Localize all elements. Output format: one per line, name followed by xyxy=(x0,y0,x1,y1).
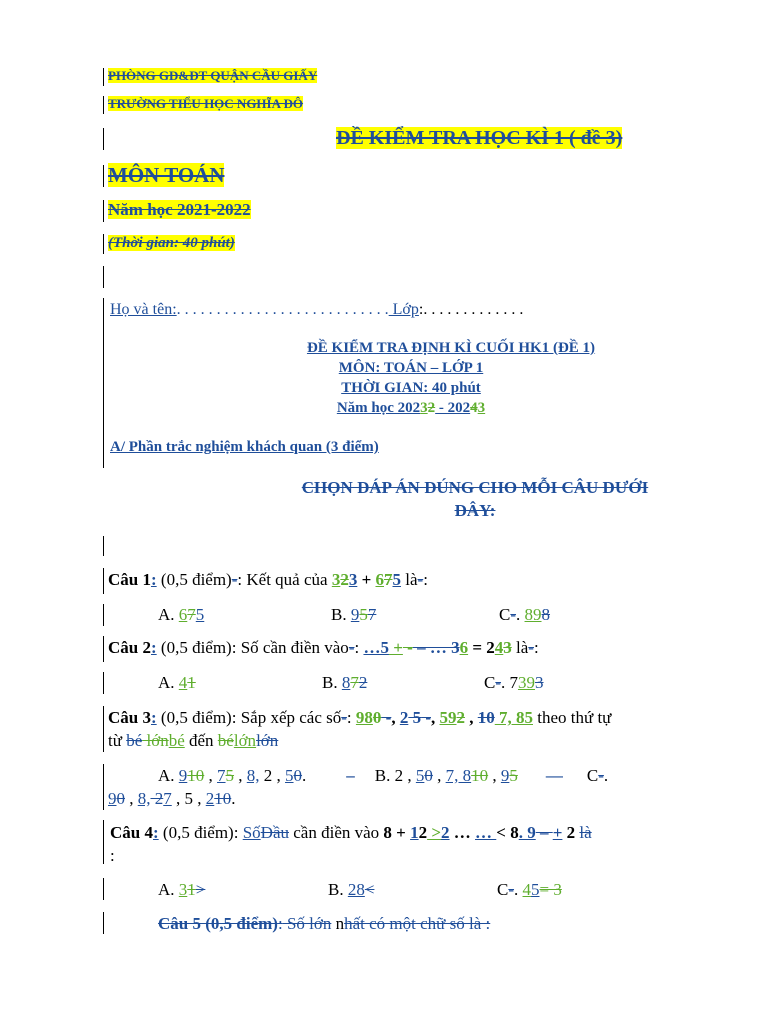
question-1-options xyxy=(158,605,550,625)
question-4-line2: : xyxy=(110,846,115,865)
title-block-line4: Năm học 20232 - 20243 xyxy=(336,400,486,416)
q2-option-c[interactable]: C-. 7393 xyxy=(484,673,544,692)
q3-option-c-start[interactable]: C-. xyxy=(586,766,609,785)
change-bar xyxy=(103,636,104,662)
question-3: Câu 3: (0,5 điểm): Sắp xếp các số-: 980 -, 2 5 -, 592 , 10 7, 85 theo thứ tự xyxy=(108,708,612,727)
question-5: Câu 5 (0,5 điểm): Số lớn nhất có một chữ số là : xyxy=(158,914,491,933)
time-limit: (Thời gian: 40 phút) xyxy=(108,235,235,251)
change-bar xyxy=(103,604,104,626)
change-bar xyxy=(103,96,104,114)
q3-dash-a: – xyxy=(346,766,355,785)
change-bar xyxy=(103,568,104,594)
school-year: Năm học 2021-2022 xyxy=(108,200,251,219)
question-3-options-line2 xyxy=(108,789,236,809)
q1-option-c[interactable]: C-. 898 xyxy=(499,605,551,624)
exam-title: ĐỀ KIỂM TRA HỌC KÌ 1 ( đề 3) xyxy=(336,127,623,149)
class-dots: :. . . . . . . . . . . . . xyxy=(418,301,524,318)
change-bar xyxy=(103,706,104,752)
question-2-options xyxy=(158,673,544,693)
title-block-line2: MÔN: TOÁN – LỚP 1 xyxy=(338,360,484,376)
question-4-options xyxy=(158,880,562,900)
q3-dash-b: — xyxy=(545,766,563,785)
question-2: Câu 2: (0,5 điểm): Số cần điền vào-: …5 + - – … 36 = 243 là-: xyxy=(108,638,539,657)
header-school: TRƯỜNG TIỂU HỌC NGHĨA ĐÔ xyxy=(108,96,304,111)
change-bar xyxy=(103,234,104,254)
question-1: Câu 1: (0,5 điểm)-: Kết quả của 323 + 675 là-: xyxy=(108,570,428,589)
q3-option-b[interactable]: B. 2 , 50 , 7, 810 , 95 xyxy=(374,766,518,785)
change-bar xyxy=(103,200,104,222)
change-bar xyxy=(103,764,104,810)
student-info-line xyxy=(110,301,523,319)
title-block-line1: ĐỀ KIỂM TRA ĐỊNH KÌ CUỐI HK1 (ĐỀ 1) xyxy=(306,340,596,356)
change-bar xyxy=(103,298,104,468)
change-bar xyxy=(103,878,104,900)
header-dept: PHÒNG GD&ĐT QUẬN CẦU GIẤY xyxy=(108,68,318,83)
q3-option-a[interactable]: A. 910 , 75 , 8, 2 , 50. xyxy=(158,766,307,785)
q2-option-b[interactable]: B. 872 xyxy=(322,673,368,692)
q1-option-a[interactable]: A. 675 xyxy=(158,605,205,624)
change-bar xyxy=(103,536,104,556)
q4-option-a[interactable]: A. 31> xyxy=(158,880,206,899)
q1-option-b[interactable]: B. 957 xyxy=(331,605,377,624)
question-3-options xyxy=(158,766,608,786)
section-a-heading: A/ Phần trắc nghiệm khách quan (3 điểm) xyxy=(110,439,379,455)
change-bar xyxy=(103,912,104,934)
name-dots: . . . . . . . . . . . . . . . . . . . . . . . . . . . xyxy=(176,301,389,318)
instruction-line1: CHỌN ĐÁP ÁN ĐÚNG CHO MỖI CÂU DƯỚI xyxy=(301,478,649,497)
title-block-line3: THỜI GIAN: 40 phút xyxy=(341,380,481,396)
q2-option-a[interactable]: A. 41 xyxy=(158,673,196,692)
change-bar xyxy=(103,820,104,864)
change-bar xyxy=(103,165,104,187)
change-bar xyxy=(103,68,104,86)
subject-title: MÔN TOÁN xyxy=(108,163,225,187)
class-label: Lớp xyxy=(388,301,419,318)
name-label: Họ và tên: xyxy=(110,301,177,318)
q3-option-c[interactable]: 90 , 8, 27 , 5 , 210. xyxy=(108,789,236,808)
q4-option-b[interactable]: B. 28< xyxy=(328,880,375,899)
question-3-line2: từ bé lớnbé đến bélớnlớn xyxy=(108,731,279,750)
q4-option-c[interactable]: C-. 45= 3 xyxy=(497,880,562,899)
change-bar xyxy=(103,672,104,694)
instruction-line2: ĐÂY: xyxy=(454,501,496,520)
change-bar xyxy=(103,128,104,150)
question-4: Câu 4: (0,5 điểm): SốĐầu cần điền vào 8 + 12 >2 … … < 8. 9 – + 2 là xyxy=(110,823,592,842)
change-bar xyxy=(103,266,104,288)
